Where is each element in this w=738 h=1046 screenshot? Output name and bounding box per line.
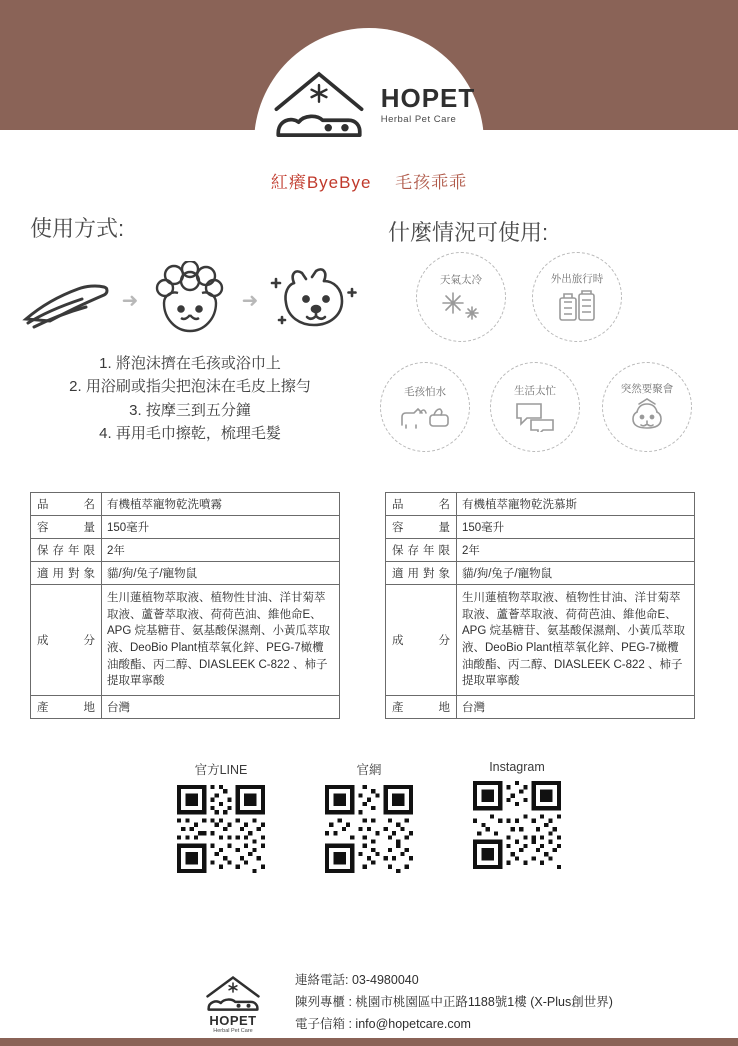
spec-key: 容 量 bbox=[31, 516, 102, 539]
footer-logo-name: HOPET bbox=[209, 1013, 257, 1028]
occasions-group bbox=[380, 252, 720, 452]
qr-code-icon bbox=[473, 781, 561, 869]
dog-bath-icon bbox=[398, 401, 452, 431]
spec-key: 產 地 bbox=[31, 696, 102, 719]
spec-key: 適用對象 bbox=[386, 562, 457, 585]
table-row bbox=[31, 539, 340, 562]
step-item: 4. 再用毛巾擦乾，梳理毛髮 bbox=[99, 424, 281, 442]
footer-store: 陳列專櫃 : 桃園市桃園區中正路1188號1樓 (X-Plus創世界) bbox=[295, 995, 613, 1010]
step-item: 1. 將泡沫擠在毛孩或浴巾上 bbox=[99, 355, 281, 372]
table-row bbox=[386, 516, 695, 539]
spec-value: 150毫升 bbox=[102, 516, 340, 539]
footer-phone: 連絡電話: 03-4980040 bbox=[295, 973, 419, 988]
spec-value: 貓/狗/兔子/寵物鼠 bbox=[457, 562, 695, 585]
table-row bbox=[386, 562, 695, 585]
occasion-label: 天氣太冷 bbox=[440, 273, 482, 286]
spec-value: 有機植萃寵物乾洗噴霧 bbox=[102, 493, 340, 516]
qr-instagram[interactable] bbox=[473, 760, 561, 873]
chat-bubbles-icon bbox=[513, 400, 557, 432]
spec-value: 貓/狗/兔子/寵物鼠 bbox=[102, 562, 340, 585]
logo-name: HOPET bbox=[380, 82, 476, 113]
party-dog-icon bbox=[627, 398, 667, 434]
table-row bbox=[386, 493, 695, 516]
house-dog-logo-icon bbox=[263, 61, 375, 149]
table-row bbox=[386, 585, 695, 696]
occasion-label: 突然要聚會 bbox=[620, 382, 674, 395]
product-spec-table-spray bbox=[30, 492, 340, 719]
spec-value: 台灣 bbox=[102, 696, 340, 719]
table-row bbox=[31, 516, 340, 539]
step-item: 3. 按摩三到五分鐘 bbox=[129, 401, 251, 419]
spec-value: 2年 bbox=[457, 539, 695, 562]
qr-code-icon bbox=[177, 785, 265, 873]
how-to-use-steps bbox=[20, 352, 360, 445]
arrow-icon: ➜ bbox=[241, 289, 259, 312]
qr-code-row bbox=[0, 760, 738, 873]
spec-key: 品 名 bbox=[386, 493, 457, 516]
footer-email: 電子信箱 : info@hopetcare.com bbox=[295, 1016, 471, 1031]
how-to-use-title: 使用方式: bbox=[30, 216, 125, 241]
spec-key: 適用對象 bbox=[31, 562, 102, 585]
occasion-label: 毛孩怕水 bbox=[404, 385, 446, 398]
spec-value-ingredients: 生川蓮植物萃取液、植物性甘油、洋甘菊萃取液、蘆薈萃取液、荷荷芭油、維他命E、APG 烷基糖苷、氨基酸保濕劑、小黃瓜萃取液、DeoBio Plant植萃氧化鋅、PEG-7橄欖油酸酯、丙二醇、DIASLEEK C-822 、柿子提取單寧酸 bbox=[457, 585, 695, 696]
spec-value: 有機植萃寵物乾洗慕斯 bbox=[457, 493, 695, 516]
table-row bbox=[386, 539, 695, 562]
occasion-cold-weather bbox=[416, 252, 506, 342]
occasion-party bbox=[602, 362, 692, 452]
occasion-label: 生活太忙 bbox=[514, 384, 556, 397]
snowflake-icon bbox=[437, 289, 485, 323]
tagline-part-2: 毛孩乖乖 bbox=[395, 173, 468, 192]
table-row bbox=[31, 493, 340, 516]
hand-foam-icon bbox=[20, 267, 112, 333]
footer-band bbox=[0, 1038, 738, 1046]
dog-with-foam-icon bbox=[148, 261, 232, 339]
occasion-busy bbox=[490, 362, 580, 452]
qr-caption: 官方LINE bbox=[194, 763, 248, 777]
spec-value-ingredients: 生川蓮植物萃取液、植物性甘油、洋甘菊萃取液、蘆薈萃取液、荷荷芭油、維他命E、APG 烷基糖苷、氨基酸保濕劑、小黃瓜萃取液、DeoBio Plant植萃氧化鋅、PEG-7橄欖油酸酯、丙二醇、DIASLEEK C-822 、柿子提取單寧酸 bbox=[102, 585, 340, 696]
spec-key: 容 量 bbox=[386, 516, 457, 539]
spec-key: 成 分 bbox=[386, 585, 457, 696]
table-row bbox=[31, 696, 340, 719]
qr-code-icon bbox=[325, 785, 413, 873]
table-row bbox=[386, 696, 695, 719]
logo-subtitle: Herbal Pet Care bbox=[380, 113, 457, 125]
when-to-use-title: 什麼情況可使用: bbox=[388, 220, 549, 245]
table-row bbox=[31, 562, 340, 585]
clean-dog-icon bbox=[268, 263, 360, 337]
spec-value: 台灣 bbox=[457, 696, 695, 719]
house-dog-logo-icon bbox=[196, 972, 270, 1013]
spec-key: 保存年限 bbox=[386, 539, 457, 562]
spec-key: 成 分 bbox=[31, 585, 102, 696]
footer-logo bbox=[185, 972, 281, 1034]
brand-logo bbox=[239, 52, 499, 157]
spec-key: 保存年限 bbox=[31, 539, 102, 562]
occasion-water-fear bbox=[380, 362, 470, 452]
occasion-label: 外出旅行時 bbox=[550, 272, 604, 285]
tagline bbox=[0, 168, 738, 193]
how-to-use-illustrations bbox=[20, 255, 360, 345]
spec-value: 150毫升 bbox=[457, 516, 695, 539]
spec-key: 產 地 bbox=[386, 696, 457, 719]
table-row bbox=[31, 585, 340, 696]
tagline-part-1: 紅癢ByeBye bbox=[270, 173, 372, 192]
step-item: 2. 用浴刷或指尖把泡沫在毛皮上擦勻 bbox=[69, 378, 311, 396]
footer-contact bbox=[295, 970, 613, 1036]
spec-key: 品 名 bbox=[31, 493, 102, 516]
product-spec-table-mousse bbox=[385, 492, 695, 719]
arrow-icon: ➜ bbox=[121, 289, 139, 312]
spec-value: 2年 bbox=[102, 539, 340, 562]
qr-caption: 官網 bbox=[356, 763, 382, 777]
qr-line[interactable] bbox=[177, 760, 265, 873]
footer-logo-subtitle: Herbal Pet Care bbox=[213, 1028, 253, 1034]
luggage-icon bbox=[554, 288, 600, 324]
occasion-travel bbox=[532, 252, 622, 342]
footer bbox=[0, 960, 738, 1046]
qr-website[interactable] bbox=[325, 760, 413, 873]
qr-caption: Instagram bbox=[489, 760, 545, 774]
